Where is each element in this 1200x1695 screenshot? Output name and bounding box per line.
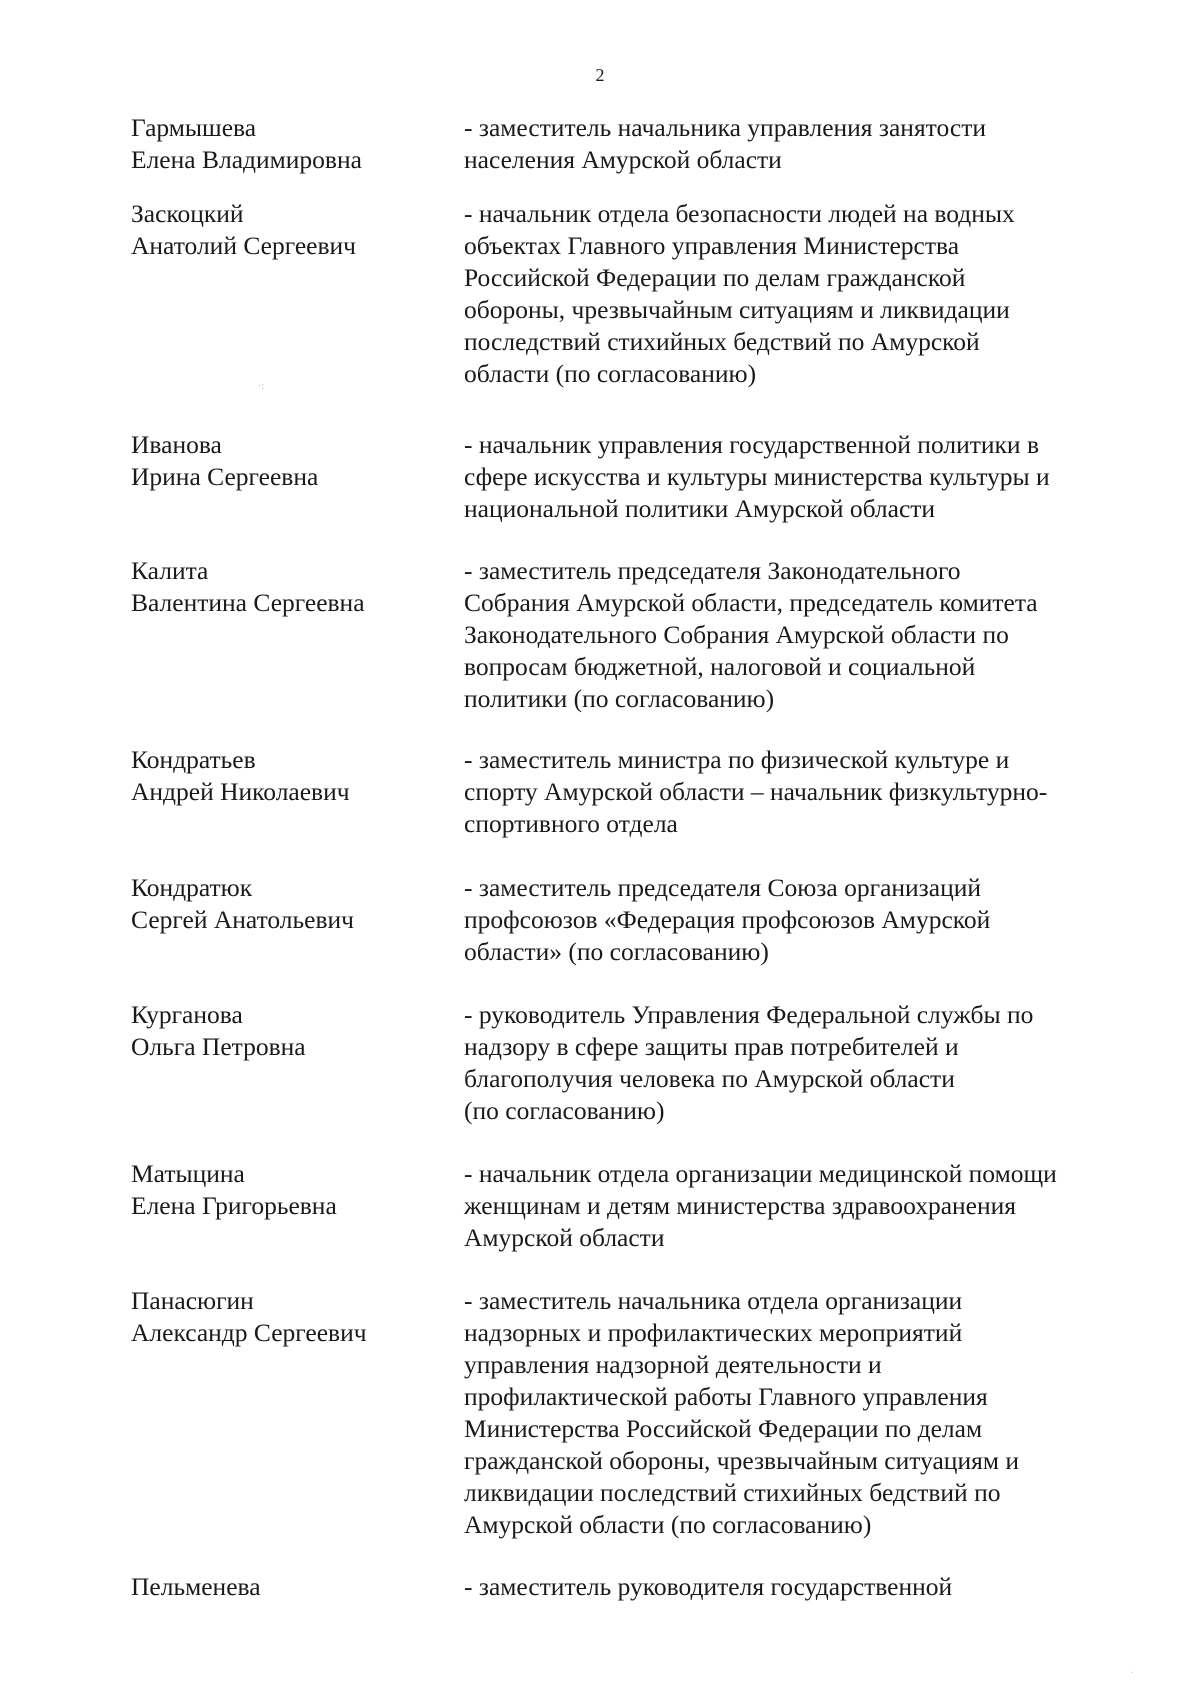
given-names: Анатолий Сергеевич: [131, 231, 356, 260]
position-line: области (по согласованию): [464, 359, 757, 388]
position-line: - начальник отдела безопасности людей на водных: [464, 199, 1015, 228]
given-names: Ирина Сергеевна: [131, 462, 319, 491]
position-line: Министерства Российской Федерации по делам: [464, 1414, 983, 1443]
position-line: (по согласованию): [464, 1096, 665, 1125]
surname: Заскоцкий: [131, 199, 244, 228]
position-line: - начальник отдела организации медицинской помощи: [464, 1159, 1057, 1188]
position-line: объектах Главного управления Министерства: [464, 231, 960, 260]
surname: Гармышева: [131, 113, 257, 142]
member-name: [131, 555, 431, 619]
surname: Кондратюк: [131, 873, 253, 902]
position-line: профилактической работы Главного управления: [464, 1382, 988, 1411]
member-name: [131, 198, 431, 262]
surname: Матыцина: [131, 1159, 245, 1188]
given-names: Александр Сергеевич: [131, 1318, 367, 1347]
member-name: [131, 1571, 431, 1603]
position-line: Российской Федерации по делам гражданской: [464, 263, 966, 292]
position-line: Собрания Амурской области, председатель комитета: [464, 588, 1038, 617]
position-line: - заместитель начальника управления занятости: [464, 113, 986, 142]
position-line: - заместитель руководителя государственной: [464, 1572, 953, 1601]
member-position: [464, 198, 1124, 390]
scan-speck: ·:: [258, 381, 265, 392]
member-position: [464, 555, 1124, 715]
position-line: профсоюзов «Федерация профсоюзов Амурской: [464, 905, 991, 934]
surname: Кондратьев: [131, 745, 256, 774]
member-position: [464, 1571, 1124, 1603]
member-position: [464, 999, 1124, 1127]
position-line: надзорных и профилактических мероприятий: [464, 1318, 963, 1347]
given-names: Елена Владимировна: [131, 145, 362, 174]
position-line: женщинам и детям министерства здравоохранения: [464, 1191, 1017, 1220]
scan-speck: ·: [1130, 1668, 1134, 1679]
surname: Панасюгин: [131, 1286, 254, 1315]
position-line: надзору в сфере защиты прав потребителей и: [464, 1032, 959, 1061]
position-line: - начальник управления государственной политики в: [464, 430, 1039, 459]
position-line: населения Амурской области: [464, 145, 782, 174]
surname: Пельменева: [131, 1572, 261, 1601]
given-names: Андрей Николаевич: [131, 777, 350, 806]
position-line: - заместитель председателя Законодательного: [464, 556, 961, 585]
surname: Калита: [131, 556, 209, 585]
member-position: [464, 872, 1124, 968]
member-position: [464, 112, 1124, 176]
position-line: - заместитель председателя Союза организаций: [464, 873, 982, 902]
given-names: Елена Григорьевна: [131, 1191, 337, 1220]
member-position: [464, 744, 1124, 840]
surname: Иванова: [131, 430, 222, 459]
position-line: ликвидации последствий стихийных бедствий по: [464, 1478, 1001, 1507]
position-line: управления надзорной деятельности и: [464, 1350, 882, 1379]
position-line: последствий стихийных бедствий по Амурской: [464, 327, 980, 356]
member-name: [131, 1285, 431, 1349]
position-line: обороны, чрезвычайным ситуациям и ликвидации: [464, 295, 1010, 324]
position-line: спортивного отдела: [464, 809, 678, 838]
position-line: Амурской области: [464, 1223, 665, 1252]
surname: Курганова: [131, 1000, 243, 1029]
position-line: национальной политики Амурской области: [464, 494, 936, 523]
position-line: гражданской обороны, чрезвычайным ситуациям и: [464, 1446, 1019, 1475]
position-line: Законодательного Собрания Амурской области по: [464, 620, 1009, 649]
position-line: - руководитель Управления Федеральной службы по: [464, 1000, 1034, 1029]
position-line: вопросам бюджетной, налоговой и социальной: [464, 652, 976, 681]
given-names: Валентина Сергеевна: [131, 588, 365, 617]
member-name: [131, 744, 431, 808]
position-line: области» (по согласованию): [464, 937, 769, 966]
page-number: 2: [595, 65, 605, 85]
member-position: [464, 1158, 1124, 1254]
position-line: - заместитель министра по физической культуре и: [464, 745, 1010, 774]
given-names: Сергей Анатольевич: [131, 905, 354, 934]
member-position: [464, 1285, 1124, 1541]
position-line: Амурской области (по согласованию): [464, 1510, 872, 1539]
position-line: спорту Амурской области – начальник физкультурно-: [464, 777, 1048, 806]
position-line: сфере искусства и культуры министерства культуры и: [464, 462, 1050, 491]
position-line: - заместитель начальника отдела организации: [464, 1286, 963, 1315]
member-name: [131, 112, 431, 176]
position-line: благополучия человека по Амурской области: [464, 1064, 955, 1093]
member-name: [131, 872, 431, 936]
member-name: [131, 429, 431, 493]
given-names: Ольга Петровна: [131, 1032, 306, 1061]
member-name: [131, 999, 431, 1063]
member-position: [464, 429, 1124, 525]
member-name: [131, 1158, 431, 1222]
position-line: политики (по согласованию): [464, 684, 775, 713]
